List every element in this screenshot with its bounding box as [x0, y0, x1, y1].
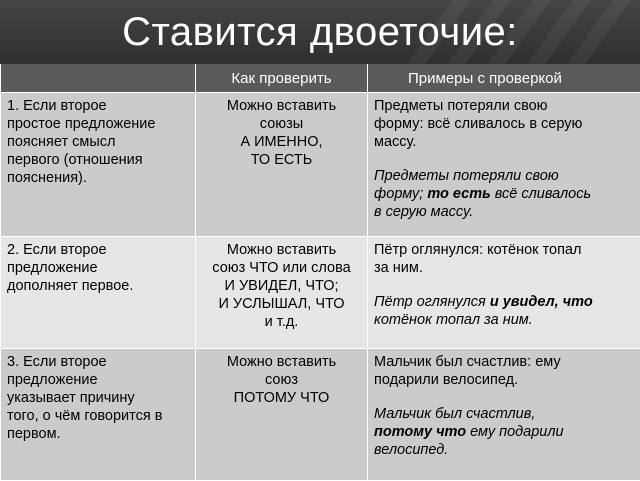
- table-header-row: [1, 64, 640, 93]
- table-row: [1, 93, 640, 237]
- inserted-conjunction: потому что: [374, 424, 466, 440]
- checked-example-text: всё сливалось: [491, 186, 591, 202]
- inserted-conjunction: то есть: [427, 186, 490, 202]
- checked-example-text: Мальчик был счастлив,: [374, 406, 535, 422]
- example-text: за ним.: [374, 259, 634, 277]
- rule-text: 3. Если второе: [7, 353, 189, 371]
- example-text: Предметы потеряли свою: [374, 97, 634, 115]
- check-text: ТО ЕСТЬ: [198, 151, 365, 169]
- checked-example-text: велосипед.: [374, 442, 448, 458]
- table-row: [1, 349, 640, 481]
- rule-text: 2. Если второе: [7, 241, 189, 259]
- checked-example-text: форму;: [374, 186, 427, 202]
- checked-example-line: [374, 441, 634, 459]
- check-text: союзы: [198, 115, 365, 133]
- example-text: Мальчик был счастлив: ему: [374, 353, 634, 371]
- title-bar: [0, 0, 640, 64]
- rule-text: первого (отношения: [7, 151, 189, 169]
- checked-example-line: [374, 423, 634, 441]
- check-cell: [196, 237, 368, 349]
- rule-cell: [1, 93, 196, 237]
- rule-text: дополняет первое.: [7, 277, 189, 295]
- check-text: союз ЧТО или слова: [198, 259, 365, 277]
- rule-text: указывает причину: [7, 389, 189, 407]
- header-how-to-check: Как проверить: [196, 64, 368, 93]
- check-text: ПОТОМУ ЧТО: [198, 389, 365, 407]
- rule-text: 1. Если второе: [7, 97, 189, 115]
- checked-example-line: [374, 405, 634, 423]
- checked-example-line: [374, 203, 634, 221]
- example-cell: [368, 93, 640, 237]
- example-cell: [368, 349, 640, 481]
- check-text: И УСЛЫШАЛ, ЧТО: [198, 295, 365, 313]
- slide-title: Ставится двоеточие:: [0, 8, 640, 56]
- header-rule: [1, 64, 196, 93]
- header-examples: Примеры с проверкой: [368, 64, 640, 93]
- checked-example-text: котёнок топал за ним.: [374, 312, 533, 328]
- example-cell: [368, 237, 640, 349]
- check-text: союз: [198, 371, 365, 389]
- checked-example-line: [374, 311, 634, 329]
- check-text: и т.д.: [198, 313, 365, 331]
- rule-text: предложение: [7, 371, 189, 389]
- check-text: А ИМЕННО,: [198, 133, 365, 151]
- check-text: И УВИДЕЛ, ЧТО;: [198, 277, 365, 295]
- checked-example-line: [374, 167, 634, 185]
- example-text: массу.: [374, 133, 634, 151]
- check-cell: [196, 93, 368, 237]
- checked-example-text: в серую массу.: [374, 204, 473, 220]
- rule-text: того, о чём говорится в: [7, 407, 189, 425]
- check-text: Можно вставить: [198, 241, 365, 259]
- rule-cell: [1, 349, 196, 481]
- rule-text: пояснения).: [7, 169, 189, 187]
- rule-text: поясняет смысл: [7, 133, 189, 151]
- punctuation-table: [0, 64, 640, 481]
- checked-example-text: ему подарили: [466, 424, 563, 440]
- example-text: подарили велосипед.: [374, 371, 634, 389]
- example-text: форму: всё сливалось в серую: [374, 115, 634, 133]
- example-text: Пётр оглянулся: котёнок топал: [374, 241, 634, 259]
- inserted-conjunction: и увидел, что: [490, 294, 593, 310]
- checked-example-line: [374, 293, 634, 311]
- table-row: [1, 237, 640, 349]
- checked-example-text: Пётр оглянулся: [374, 294, 490, 310]
- rule-cell: [1, 237, 196, 349]
- checked-example-line: [374, 185, 634, 203]
- rule-text: первом.: [7, 425, 189, 443]
- check-text: Можно вставить: [198, 353, 365, 371]
- check-text: Можно вставить: [198, 97, 365, 115]
- rule-text: простое предложение: [7, 115, 189, 133]
- check-cell: [196, 349, 368, 481]
- rule-text: предложение: [7, 259, 189, 277]
- checked-example-text: Предметы потеряли свою: [374, 168, 559, 184]
